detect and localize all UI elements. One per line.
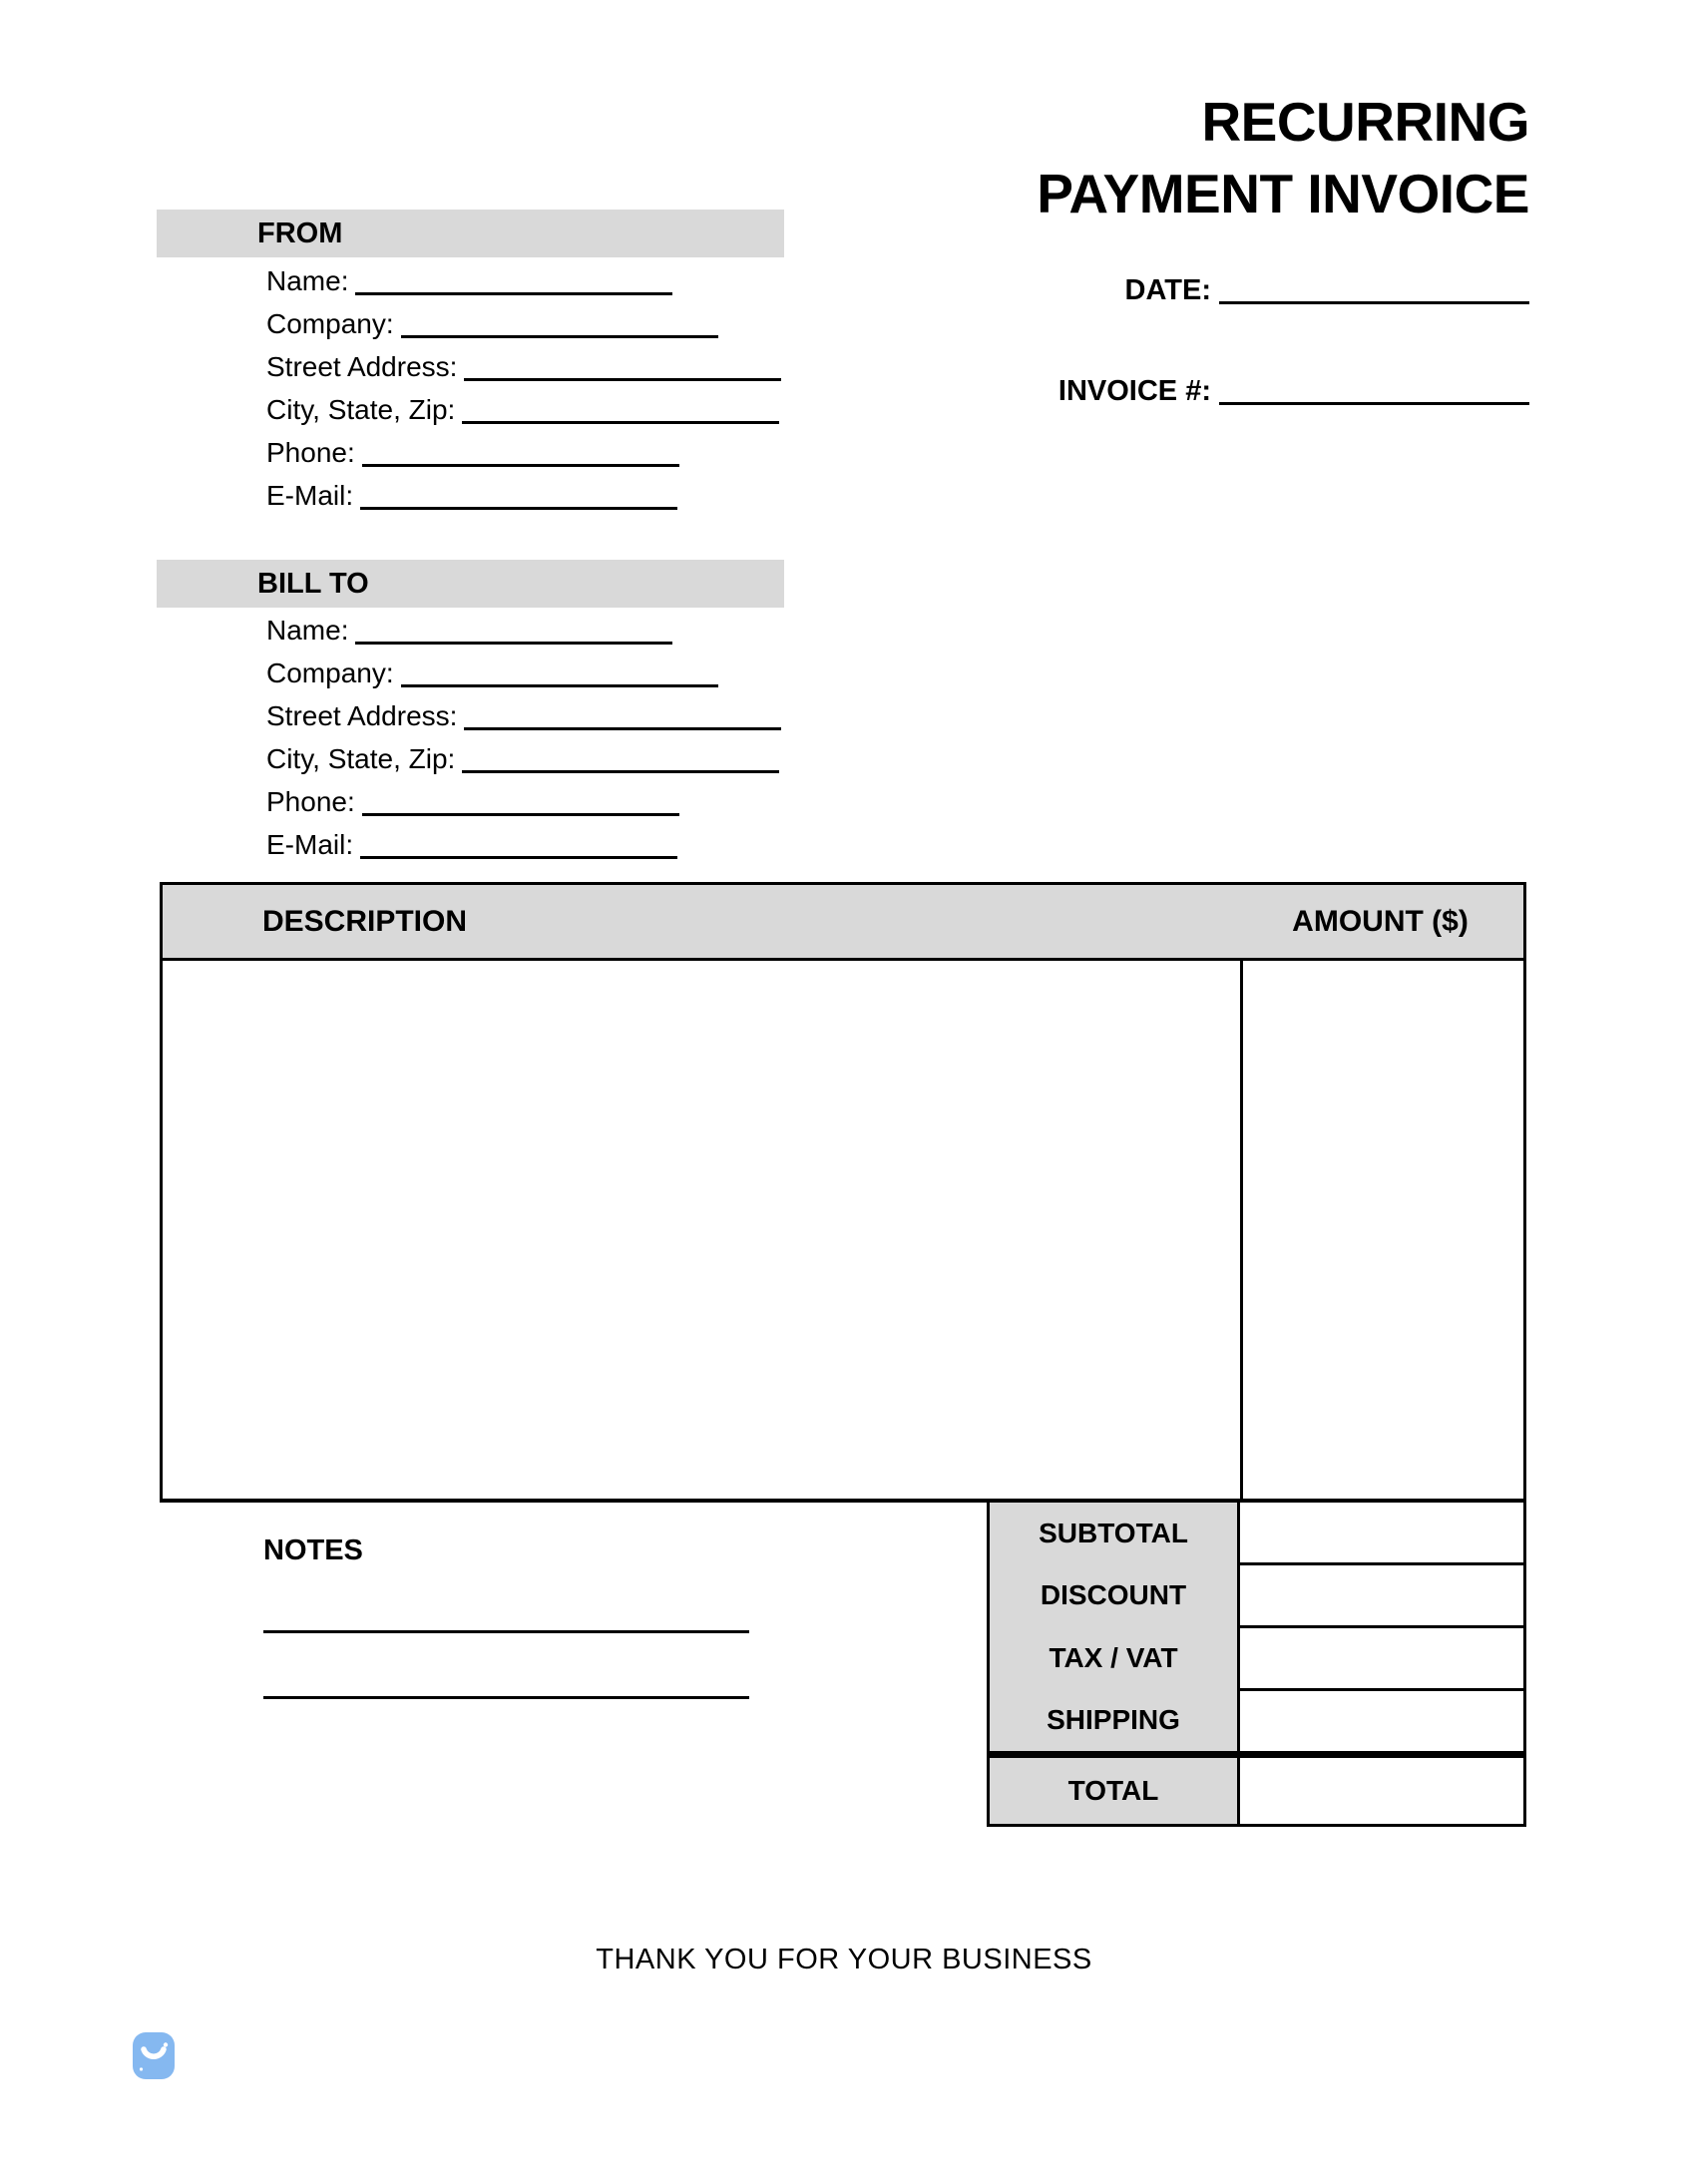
from-city-state-zip-row — [266, 388, 781, 431]
from-phone-label: Phone: — [266, 437, 355, 468]
items-table-body — [160, 961, 1526, 1503]
smile-icon — [133, 2032, 175, 2079]
from-fields — [266, 259, 781, 517]
date-blank-line — [1219, 280, 1529, 304]
bill-to-city-state-zip-row — [266, 737, 781, 780]
bill-to-city-state-zip-blank-line — [462, 749, 779, 773]
notes-blank-line-2 — [263, 1696, 749, 1699]
discount-value-cell — [1240, 1565, 1523, 1628]
from-name-label: Name: — [266, 265, 349, 296]
bill-to-company-blank-line — [401, 663, 718, 687]
from-street-address-label: Street Address: — [266, 351, 458, 382]
tax-vat-label: TAX / VAT — [1049, 1641, 1178, 1673]
totals-label-column — [990, 1503, 1240, 1751]
notes-header: NOTES — [263, 1534, 363, 1566]
total-label: TOTAL — [990, 1758, 1240, 1824]
bill-to-phone-label: Phone: — [266, 786, 355, 817]
shipping-value-cell — [1240, 1691, 1523, 1751]
from-section-header — [157, 210, 784, 257]
invoice-number-blank-line — [1219, 381, 1529, 405]
invoice-number-label: INVOICE #: — [1057, 375, 1211, 407]
bill-to-name-label: Name: — [266, 615, 349, 646]
bill-to-email-label: E-Mail: — [266, 829, 354, 860]
totals-table — [987, 1503, 1526, 1755]
from-phone-blank-line — [362, 443, 679, 467]
bill-to-street-address-blank-line — [464, 706, 781, 730]
total-value-cell — [1240, 1758, 1523, 1824]
items-table-header — [160, 882, 1526, 961]
invoice-maker-logo-icon — [133, 2032, 175, 2079]
thank-you-message: THANK YOU FOR YOUR BUSINESS — [596, 1944, 1092, 1975]
bill-to-section-header — [157, 560, 784, 608]
from-street-address-row — [266, 345, 781, 388]
shipping-label: SHIPPING — [1047, 1703, 1180, 1735]
bill-to-street-address-row — [266, 694, 781, 737]
subtotal-label: SUBTOTAL — [1039, 1518, 1188, 1549]
from-city-state-zip-blank-line — [462, 400, 779, 424]
notes-blank-line-1 — [263, 1630, 749, 1633]
from-email-blank-line — [360, 486, 677, 510]
from-city-state-zip-label: City, State, Zip: — [266, 394, 456, 425]
from-phone-row — [266, 431, 781, 474]
from-email-row — [266, 474, 781, 517]
bill-to-company-label: Company: — [266, 657, 394, 688]
invoice-number-row — [1058, 370, 1529, 413]
from-street-address-blank-line — [464, 357, 781, 381]
total-row — [987, 1755, 1526, 1827]
from-section-header-label: FROM — [257, 218, 343, 249]
totals-value-column — [1240, 1503, 1523, 1751]
bill-to-email-row — [266, 823, 781, 866]
tax-vat-value-cell — [1240, 1628, 1523, 1691]
page-title-line1: RECURRING — [1201, 91, 1529, 153]
date-row — [1125, 269, 1529, 312]
bill-to-email-blank-line — [360, 835, 677, 859]
bill-to-name-blank-line — [355, 621, 672, 645]
bill-to-section-header-label: BILL TO — [257, 568, 369, 600]
bill-to-street-address-label: Street Address: — [266, 700, 458, 731]
date-label: DATE: — [1124, 274, 1211, 306]
bill-to-city-state-zip-label: City, State, Zip: — [266, 743, 456, 774]
amount-column-divider — [1240, 961, 1243, 1499]
subtotal-value-cell — [1240, 1503, 1523, 1565]
bill-to-company-row — [266, 652, 781, 694]
discount-label: DISCOUNT — [1040, 1579, 1187, 1611]
bill-to-name-row — [266, 609, 781, 652]
from-name-blank-line — [355, 271, 672, 295]
from-company-label: Company: — [266, 308, 394, 339]
from-email-label: E-Mail: — [266, 480, 354, 511]
from-company-row — [266, 302, 781, 345]
from-name-row — [266, 259, 781, 302]
amount-column-header: AMOUNT ($) — [1292, 904, 1469, 938]
bill-to-phone-blank-line — [362, 792, 679, 816]
bill-to-fields — [266, 609, 781, 866]
page-title — [1037, 86, 1529, 229]
bill-to-phone-row — [266, 780, 781, 823]
page-title-line2: PAYMENT INVOICE — [1037, 163, 1529, 224]
from-company-blank-line — [401, 314, 718, 338]
description-column-header: DESCRIPTION — [262, 904, 468, 938]
